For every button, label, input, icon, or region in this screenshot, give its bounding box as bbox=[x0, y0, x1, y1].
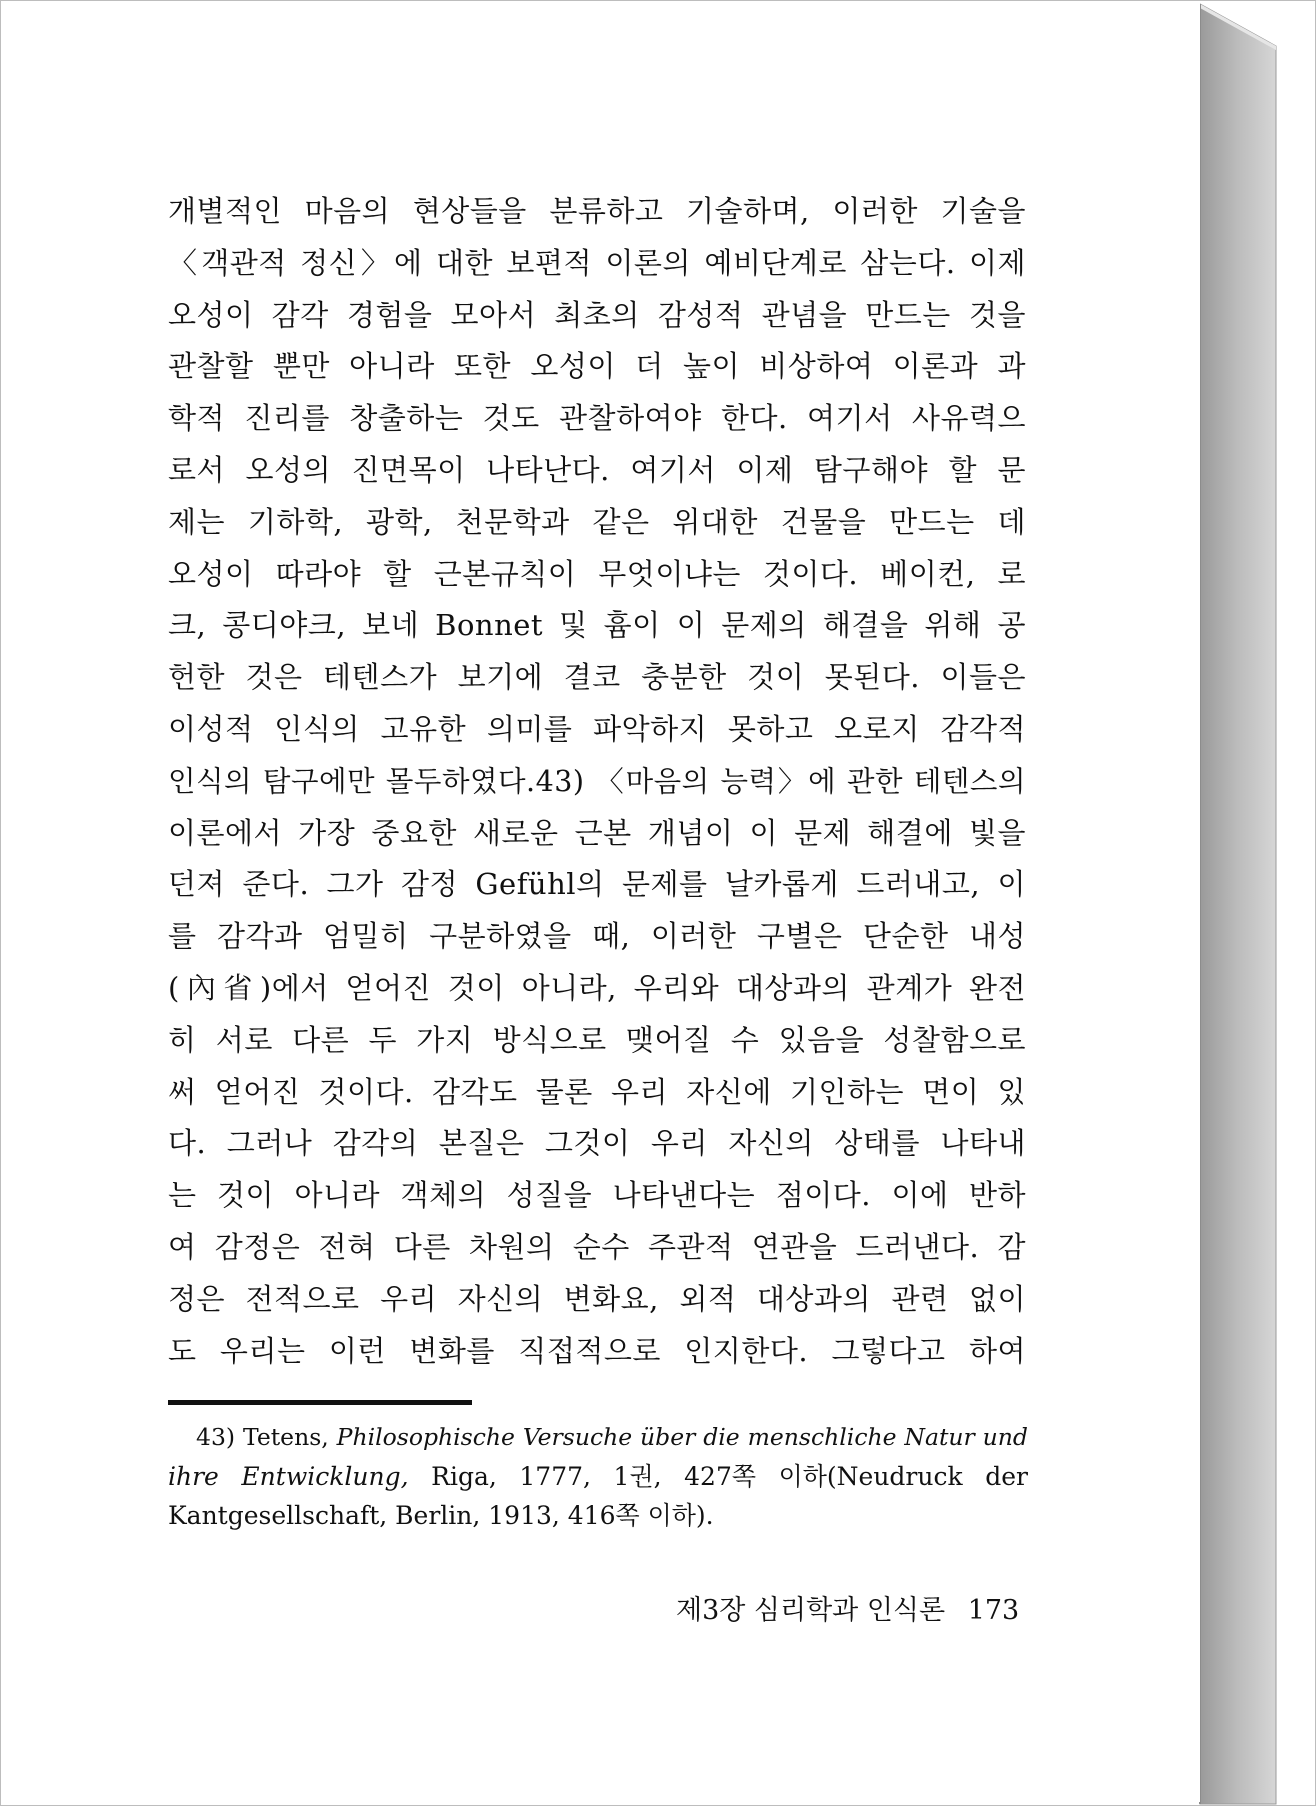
body-line: 여 감정은 전혀 다른 차원의 순수 주관적 연관을 드러낸다. 감 bbox=[168, 1229, 1026, 1264]
body-text bbox=[168, 186, 1026, 1377]
body-line: (內省)에서 얻어진 것이 아니라, 우리와 대상과의 관계가 완전 bbox=[168, 970, 1026, 1005]
body-line: 던져 준다. 그가 감정 Gefühl의 문제를 날카롭게 드러내고, 이 bbox=[168, 867, 1026, 902]
body-line: 다. 그러나 감각의 본질은 그것이 우리 자신의 상태를 나타내 bbox=[168, 1126, 1026, 1161]
footnote-title-part2: ihre Entwicklung, bbox=[168, 1462, 409, 1491]
body-line: 크, 콩디야크, 보네 Bonnet 및 흄이 이 문제의 해결을 위해 공 bbox=[168, 608, 1026, 643]
body-line: 〈객관적 정신〉에 대한 보편적 이론의 예비단계로 삼는다. 이제 bbox=[168, 245, 1026, 280]
footnote-marker: 43) bbox=[196, 1423, 236, 1451]
body-line: 관찰할 뿐만 아니라 또한 오성이 더 높이 비상하여 이론과 과 bbox=[168, 349, 1026, 384]
footnote-line-3: Kantgesellschaft, Berlin, 1913, 416쪽 이하). bbox=[168, 1501, 714, 1530]
footnote-title-part1: Philosophische Versuche über die menschliche Natur und bbox=[336, 1423, 1028, 1451]
body-line: 를 감각과 엄밀히 구분하였을 때, 이러한 구별은 단순한 내성 bbox=[168, 919, 1026, 954]
body-line: 제는 기하학, 광학, 천문학과 같은 위대한 건물을 만드는 데 bbox=[168, 504, 1026, 539]
page-footer bbox=[676, 1588, 1033, 1627]
body-line: 오성이 따라야 할 근본규칙이 무엇이냐는 것이다. 베이컨, 로 bbox=[168, 556, 1026, 591]
body-line: 오성이 감각 경험을 모아서 최초의 감성적 관념을 만드는 것을 bbox=[168, 297, 1026, 332]
body-line: 헌한 것은 테텐스가 보기에 결코 충분한 것이 못된다. 이들은 bbox=[168, 660, 1026, 695]
body-line: 이론에서 가장 중요한 새로운 근본 개념이 이 문제 해결에 빛을 bbox=[168, 815, 1026, 850]
body-line: 도 우리는 이런 변화를 직접적으로 인지한다. 그렇다고 하여 bbox=[168, 1333, 1026, 1368]
body-line: 학적 진리를 창출하는 것도 관찰하여야 한다. 여기서 사유력으 bbox=[168, 401, 1026, 436]
footnote-line-2 bbox=[168, 1457, 1028, 1496]
footnote-author: Tetens, bbox=[242, 1423, 329, 1451]
body-line: 정은 전적으로 우리 자신의 변화요, 외적 대상과의 관련 없이 bbox=[168, 1281, 1026, 1316]
body-line: 이성적 인식의 고유한 의미를 파악하지 못하고 오로지 감각적 bbox=[168, 711, 1026, 746]
footnote-line-2-rest: Riga, 1777, 1권, 427쪽 이하(Neudruck der bbox=[431, 1462, 1028, 1491]
footnote-line-1 bbox=[168, 1418, 1028, 1457]
chapter-title: 제3장 심리학과 인식론 bbox=[676, 1595, 946, 1626]
footnote bbox=[168, 1418, 1028, 1535]
body-line: 인식의 탐구에만 몰두하였다.43) 〈마음의 능력〉에 관한 테텐스의 bbox=[168, 764, 1026, 798]
footnote-separator bbox=[168, 1400, 472, 1405]
page-number: 173 bbox=[967, 1595, 1020, 1626]
body-line: 개별적인 마음의 현상들을 분류하고 기술하며, 이러한 기술을 bbox=[168, 194, 1026, 228]
body-line: 는 것이 아니라 객체의 성질을 나타낸다는 점이다. 이에 반하 bbox=[168, 1178, 1026, 1213]
body-line: 히 서로 다른 두 가지 방식으로 맺어질 수 있음을 성찰함으로 bbox=[168, 1022, 1026, 1057]
body-line: 로서 오성의 진면목이 나타난다. 여기서 이제 탐구해야 할 문 bbox=[168, 452, 1026, 487]
body-line: 써 얻어진 것이다. 감각도 물론 우리 자신에 기인하는 면이 있 bbox=[168, 1074, 1026, 1109]
